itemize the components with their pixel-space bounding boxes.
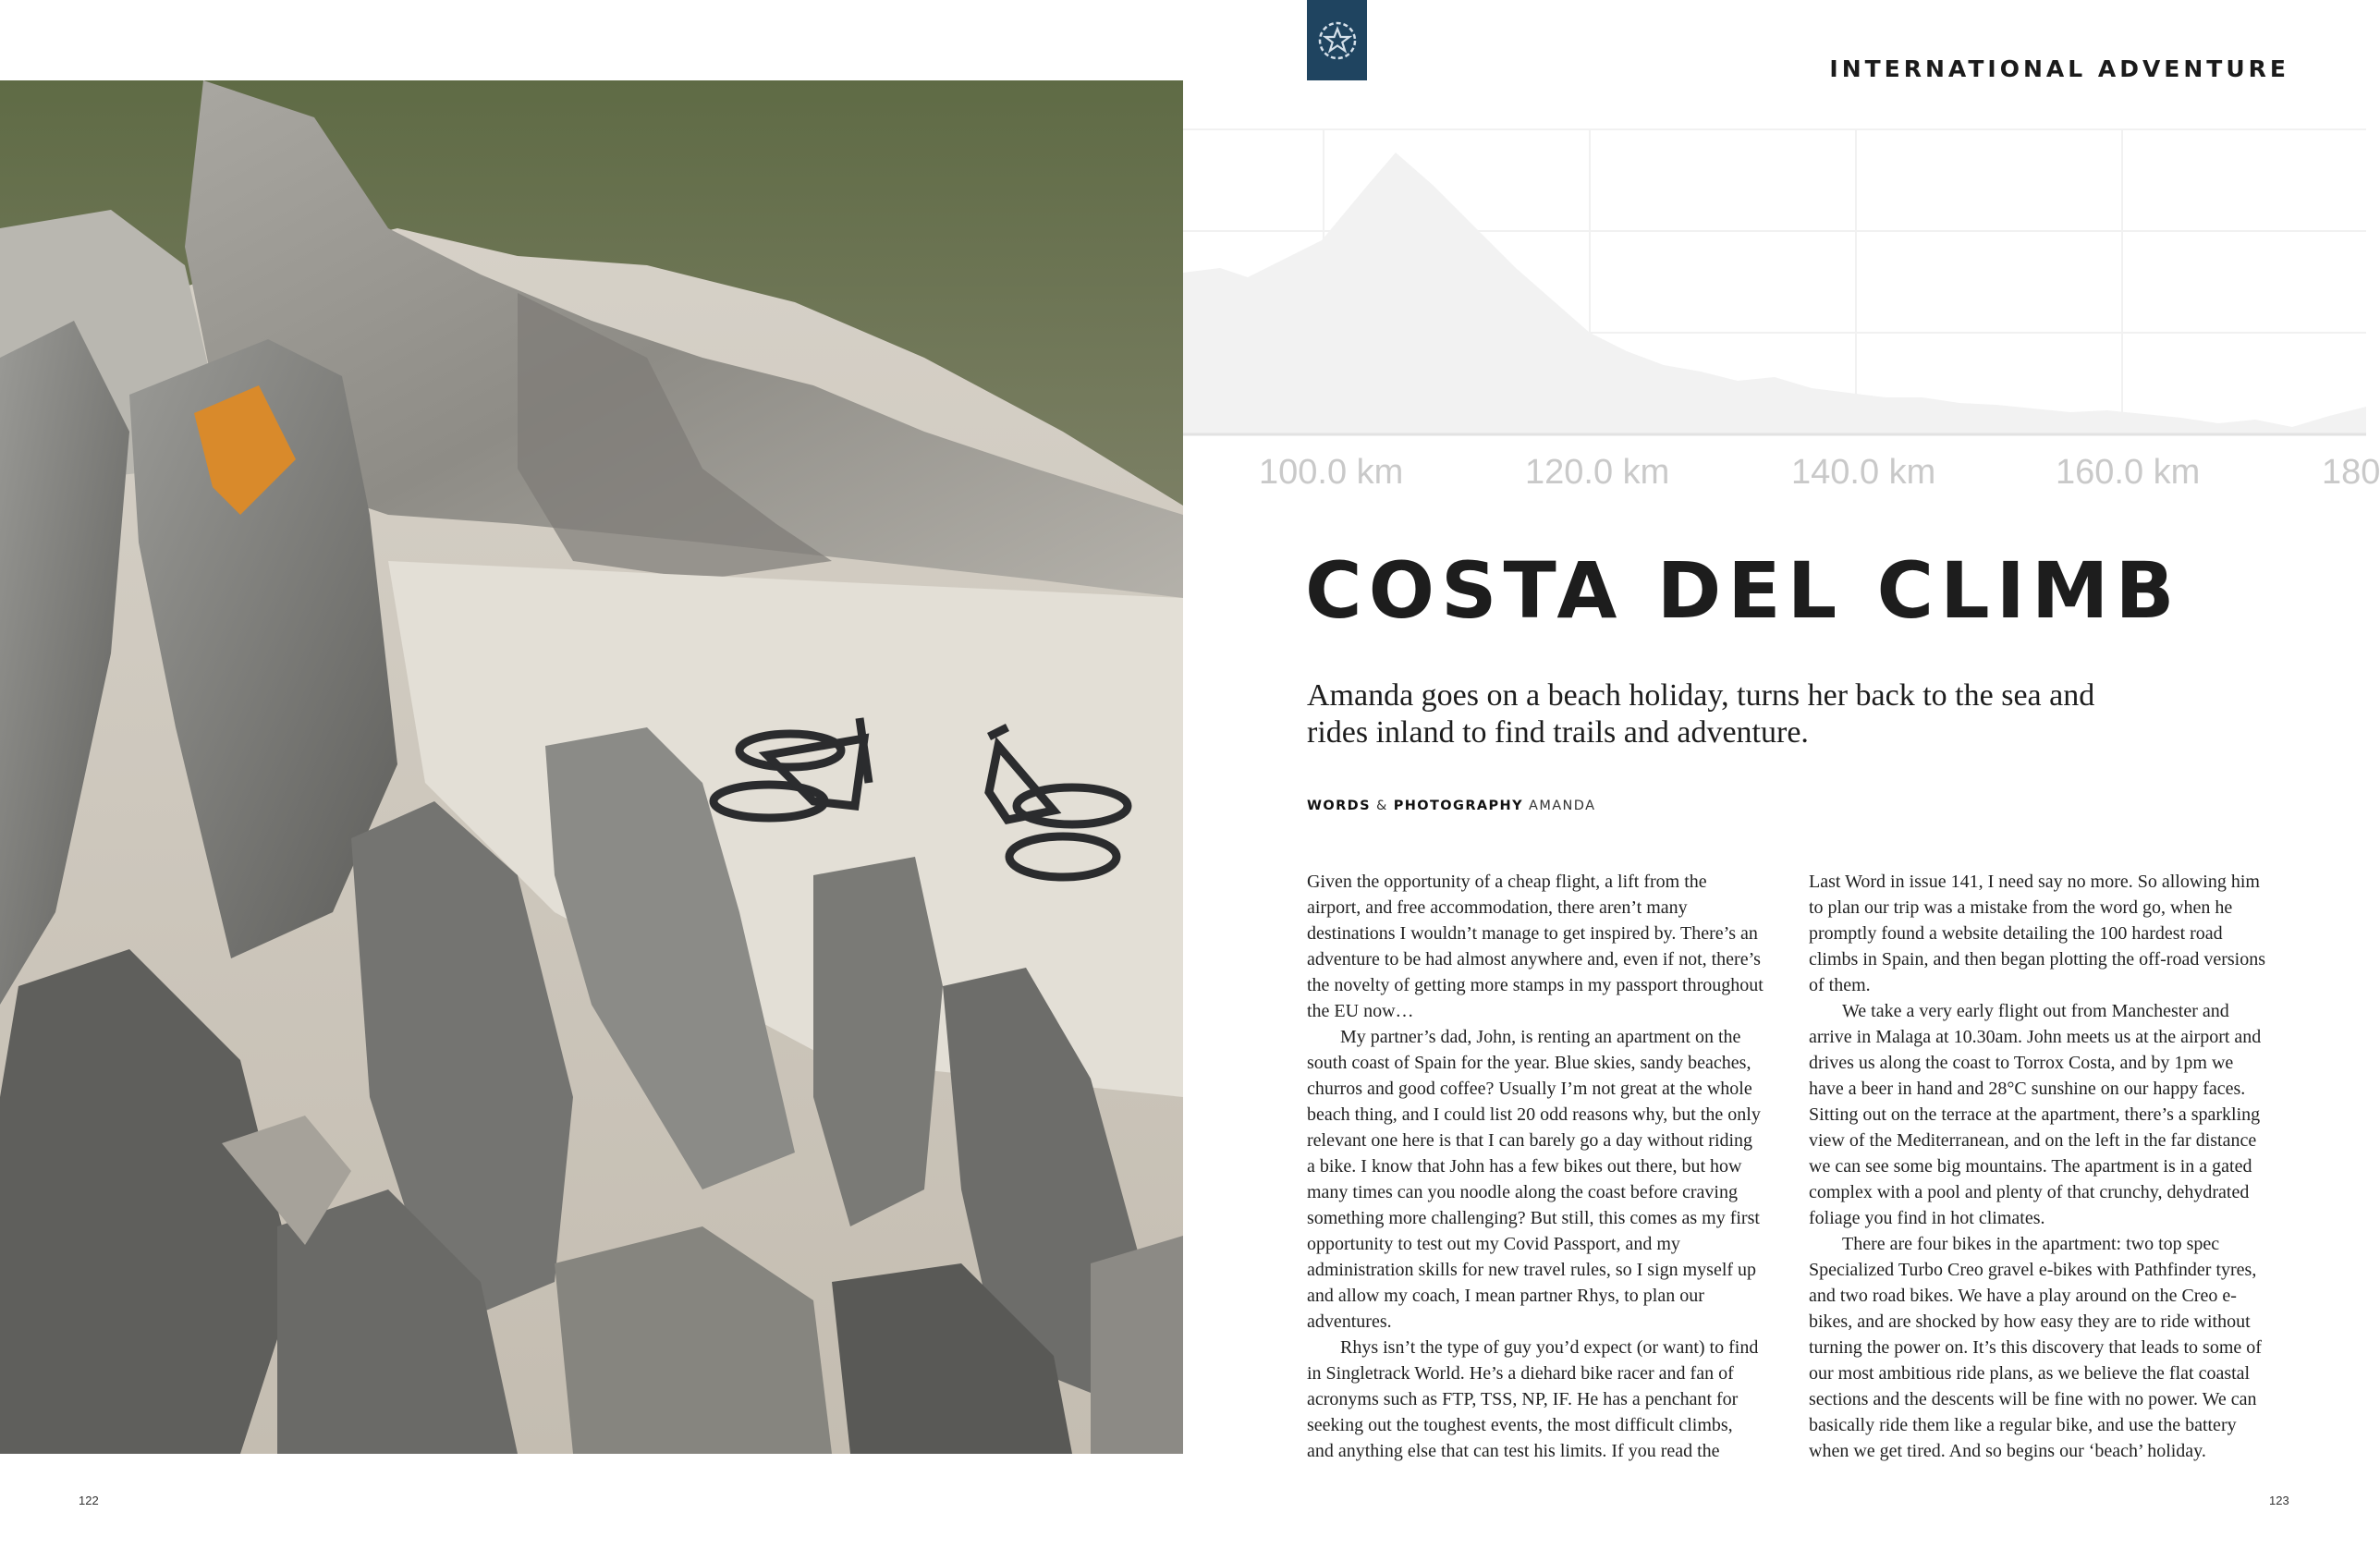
km-label: 120.0 km [1525, 453, 1670, 492]
elevation-profile [1183, 129, 2366, 499]
paragraph: There are four bikes in the apartment: two top spec Specialized Turbo Creo gravel e-bikes with Pathfinder tyres, and two road bikes. We have a play around on the Creo e-bikes, and are shocked by how easy they are to ride without turning the power on. It’s this discovery that leads to some of our most ambitious ride plans, as we believe the flat coastal sections and the descents will be fine with no power. We can basically ride them like a regular bike, and use the battery when we get tired. And so begins our ‘beach’ holiday. [1809, 1234, 2262, 1461]
paragraph: My partner’s dad, John, is renting an apartment on the south coast of Spain for the year. Blue skies, sandy beaches, churros and good coffee? Usually I’m not great at the whole beach thing, and I could list 20 odd reasons why, but the only relevant one here is that I can barely go a day without riding a bike. I know that John has a few bikes out there, but how many times can you noodle along the coast before craving something more challenging? But still, this comes as my first opportunity to test out my Covid Passport, and my administration skills for new travel rules, so I sign myself up and allow my coach, I mean partner Rhys, to plan our adventures. [1307, 1027, 1761, 1332]
article-title: COSTA DEL CLIMB [1305, 545, 2181, 636]
byline [1307, 799, 1595, 813]
km-label: 140.0 km [1791, 453, 1936, 492]
magazine-badge [1307, 0, 1367, 80]
rocky-trail-with-bikes-image [0, 80, 1183, 1454]
paragraph: Last Word in issue 141, I need say no more. So allowing him to plan our trip was a mistake from the word go, when he promptly found a website detailing the 100 hardest road climbs in Spain, and then began plotting the off-road versions of them. [1809, 872, 2265, 995]
byline-words: WORDS [1307, 799, 1371, 813]
km-label: 160.0 km [2056, 453, 2201, 492]
byline-author: AMANDA [1529, 799, 1596, 813]
page-number-left: 122 [79, 1494, 99, 1507]
paragraph: Rhys isn’t the type of guy you’d expect (or want) to find in Singletrack World. He’s a diehard bike racer and fan of acronyms such as FTP, TSS, NP, IF. He has a penchant for seeking out the toughest events, the most difficult climbs, and anything else that can test his limits. If you read the [1307, 1337, 1759, 1461]
standfirst: Amanda goes on a beach holiday, turns her back to the sea and rides inland to find trails and adventure. [1307, 678, 2095, 750]
body-column-1 [1307, 869, 1764, 1464]
section-label: INTERNATIONAL ADVENTURE [1829, 55, 2289, 82]
paragraph: We take a very early flight out from Manchester and arrive in Malaga at 10.30am. John meets us at the airport and drives us along the coast to Torrox Costa, and by 1pm we have a beer in hand and 28°C sunshine on our happy faces. Sitting out on the terrace at the apartment, there’s a sparkling view of the Mediterranean, and on the left in the far distance we can see some big mountains. The apartment is in a gated complex with a pool and plenty of that crunchy, dehydrated foliage you find in hot climates. [1809, 1001, 2262, 1228]
body-column-2 [1809, 869, 2265, 1464]
byline-photography: PHOTOGRAPHY [1393, 799, 1523, 813]
page-number-right: 123 [2269, 1494, 2289, 1507]
hero-photo [0, 80, 1183, 1454]
star-badge-icon [1313, 17, 1361, 65]
km-label: 180 [2322, 453, 2380, 492]
km-label: 100.0 km [1259, 453, 1404, 492]
byline-amp: & [1375, 799, 1388, 813]
paragraph: Given the opportunity of a cheap flight, a lift from the airport, and free accommodation, there aren’t many destinations I wouldn’t manage to get inspired by. There’s an adventure to be had almost anywhere and, even if not, there’s the novelty of getting more stamps in my passport throughout the EU now… [1307, 872, 1764, 1021]
